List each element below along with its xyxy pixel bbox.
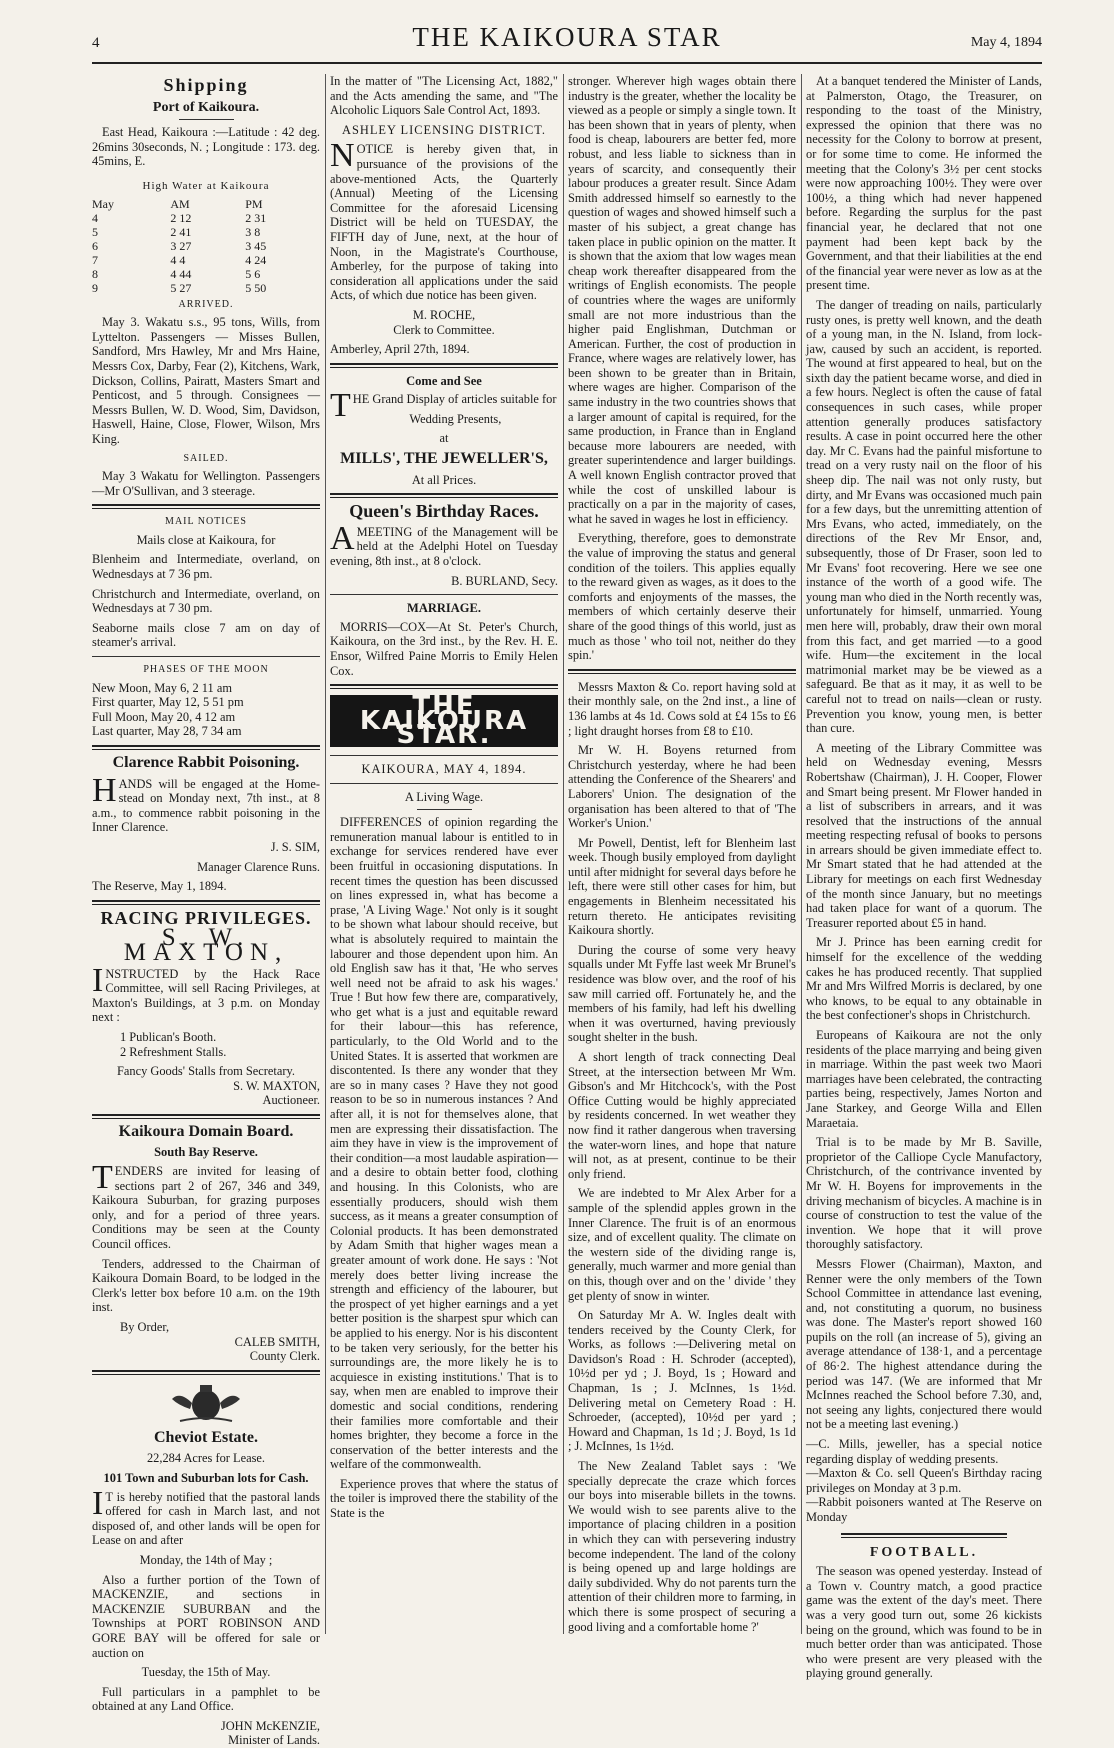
arrived-text: May 3. Wakatu s.s., 95 tons, Wills, from Lyttelton. Passengers — Misses Bullen, Sandford, Mrs Hawley, Mr and Mrs Haine, Messrs Cox, Darby, Fear (2), Kitchens, Wark, Dickson, Collins, Pairatt, Masters Smart and Penticost, and 5 through. Consignees — Messrs Bullen, W. D. Wood, Sim, Davidson, Haswell, Haine, Close, Flower, Wilson, Mrs King. [92,315,320,446]
tide-row [92,253,320,267]
port-heading: Port of Kaikoura. [152,99,260,115]
licensing-text: NOTICE is hereby given that, in pursuance of the provisions of the above-mentioned Acts, the Quarterly (Annual) Meeting of the Licensing Committee for the aforesaid Licensing District will be held on TUESDAY, the FIFTH day of June, next, at the hour of Noon, in the Magistrate's Courthouse, Amberley, for the purpose of taking into consideration all applications under the said Acts, of which due notice has been given. [330,137,558,303]
column-3 [568,74,796,1634]
news-item: Messrs Flower (Chairman), Maxton, and Renner were the only members of the Town School Committee in attendance last evening, and, not constituting a quorum, no business was done. The Master's report showed 160 pupils on the roll (an increase of 5), giving an average attendance of 138·1, and a percentage of 86·2. The highest attendance during the period was 147. (We are informed that Mr McInnes reached the School before 7.30, and, not seeing any lights, conjectured there would not be a meeting last evening.) [806,1256,1042,1432]
rabbit-signature-title: Manager Clarence Runs. [197,859,320,874]
licensing-signature-title: Clerk to Committee. [393,322,495,337]
tide-am: 3 27 [170,238,192,253]
racing-fancy: Fancy Goods' Stalls from Secretary. [117,1064,295,1079]
domain-order: By Order, [120,1320,170,1334]
queens-heading: Queen's Birthday Races. [349,501,539,522]
masthead [92,22,1042,64]
tide-row [92,225,320,239]
football-text: The season was opened yesterday. Instead of a Town v. Country match, a good practice game was the extent of the day's meet. There was a very good turn out, some 26 kickists being on the ground, which was found to be in much better order than was anticipated. Those who were present are very pleased with the playing ground generally. [806,1564,1042,1681]
divider [330,684,558,689]
editorial-continued: Everything, therefore, goes to demonstrate the value of improving the status and general condition of the toilers. This applies equally to the reward given as wages, as it does to the comforts and enjoyments of the masses, the members of which certainly deserve their share of the good things of this world, just as much as those ' who toil not, neither do they spin.' [568,531,796,663]
page-number: 4 [92,35,100,51]
divider [330,594,558,595]
divider [92,656,320,657]
queens-text: AMEETING of the Management will be held at the Adelphi Hotel on Tuesday evening, 8th inst., at 8 o'clock. [330,519,558,569]
domain-signature: CALEB SMITH, [234,1334,320,1349]
news-item: A short length of track connecting Deal Street, at the intersection between Mr Wm. Gibson's and Mr Hitchcock's, with the Post Office Cutting would be highly appreciated by residents concerned. In wet weather they now find it rather dangerous when traversing the water-worn lines, and hope that nature will not, as at present, continue to be their only friend. [568,1050,796,1181]
column-1 [92,74,320,1748]
sailed-label: SAILED. [183,452,229,464]
news-item: Mr J. Prince has been earning credit for himself for the excellence of the wedding cakes he has produced recently. That supplied Mr and Mrs Wilfred Morris is declared, by one who knows, to be equal to any obtainable in the best confectioner's shops in Christchurch. [806,935,1042,1023]
port-location: East Head, Kaikoura :—Latitude : 42 deg. 26mins 30seconds, N. ; Longitude : 173. deg. 45mins, E. [92,125,320,169]
tide-pm: 3 45 [245,238,267,253]
moon-phase: New Moon, May 6, 2 11 am [92,680,232,695]
tide-day: 8 [92,266,98,281]
tide-day: 4 [92,210,98,225]
tide-row [92,281,320,295]
editorial-continued: stronger. Wherever high wages obtain there industry is the greater, whether the locality be viewed as a people or simply a single town. It has been shown that in years of plenty, when food is cheap, labourers are better fed, more robust, and less liable to sickness than in years of scarcity, and consequently their labour produces a greater result. Since Adam Smith addressed himself so earnestly to the question of wages and showed himself such a master of his subject, a great change has taken place in public opinion on the matter. It is shown that the axiom that low wages mean cheap work thereafter disappeared from the writings of English economists. The people of countries where the wages are uniformly small are not more industrious than the higher paid Englishman, Dutchman or American. Further, the cost of production in France, where wages are relatively lower, has been shown to be greater than in Britain, where wages are higher. Comparison of the same industry in the two countries shows that a larger amount of capital is required, for the same production, in France than in England because more labourers are needed, with greater superintendence and larger buildings. A well known English contractor proved that while the cost of unskilled labour is practically on a par in the majority of cases, what he saved in wages he lost in efficiency. [568,74,796,526]
moon-phase: Full Moon, May 20, 4 12 am [92,709,236,724]
coat-of-arms-icon [166,1381,246,1425]
news-brief: —Rabbit poisoners wanted at The Reserve on Monday [806,1495,1042,1524]
mills-at: at [439,431,449,446]
tide-pm: 2 31 [245,210,267,225]
column-rule [563,74,564,1634]
news-item: The danger of treading on nails, particularly rusty ones, is pretty well known, and the death of a young man, in the N. Island, from lock-jaw, caused by such an accident, is reported. The wound at first appeared to heal, but on the sixth day the patient became worse, and died in a few hours. Neglect is often the cause of fatal consequences in such cases, while proper attention generally produces satisfactory results. A case in point occurred here the other day. Mr C. Evans had the painful misfortune to tread on a very rusty nail on the floor of his sheep dip. The nail was not only rusty, but dirty, and Mr Evans was occasioned much pain for a few days, but the unremitting attention of Mrs Evans, who acted, immediately, on the directions of the Rev Mr Ensor, and, subsequently, those of Dr Fraser, soon led to Mr Evans' foot recovering. Here we see one instance of the worth of a good wife. The young man who died in the North recently was, unfortunately for himself, unmarried. Young men here will, probably, draw their own moral from this fact, and get married —to a good wife. Hum—the excitement in the local matrimonial market may be be viewed as a safeguard. Be that as it may, it as well to be careful not to tread on nails—clean or rusty. Prevention you know, young men, is better than cure. [806,297,1042,736]
logo-text: THE KAIKOURA STAR. [330,695,558,747]
moon-phase: First quarter, May 12, 5 51 pm [92,695,244,710]
racing-item: 2 Refreshment Stalls. [120,1044,227,1059]
domain-text: Tenders, addressed to the Chairman of Kaikoura Domain Board, to be lodged in the Clerk's letter box before 10 a.m. on the 19th inst. [92,1256,320,1315]
maxton-heading: S. W. MAXTON, [123,924,289,966]
news-brief: —Maxton & Co. sell Queen's Birthday racing privileges on Monday at 3 p.m. [806,1466,1042,1495]
column-rule [325,74,326,1634]
racing-heading: RACING PRIVILEGES. [100,907,312,928]
racing-signature-title: Auctioneer. [262,1093,320,1108]
news-item: Trial is to be made by Mr B. Saville, proprietor of the Calliope Cycle Manufactory, Christchurch, of the contrivance invented by Mr W. H. Boyens for improvements in the driving mechanism of bicycles. A machine is in course of construction to test the value of the invention. We hope that it will prove thoroughly satisfactory. [806,1135,1042,1252]
tide-table [92,197,320,295]
cheviot-signature-title: Minister of Lands. [228,1733,320,1748]
sailed-text: May 3 Wakatu for Wellington. Passengers—Mr O'Sullivan, and 3 steerage. [92,469,320,498]
cheviot-signature: JOHN McKENZIE, [220,1718,320,1733]
tide-row [92,267,320,281]
divider [92,1370,320,1375]
mills-come: Come and See [406,373,482,388]
marriage-text: MORRIS—COX—At St. Peter's Church, Kaikoura, on the 3rd inst., by the Rev. H. E. Ensor, Wilfred Paine Morris to Emily Helen Cox. [330,619,558,678]
news-item: On Saturday Mr A. W. Ingles dealt with tenders received by the County Clerk, for Works, as follows :—Delivering metal on Davidson's Road : H. Schroder (accepted), 10½d per yd ; J. Boyd, 1s ; Howard and Chapman, 1s ; J. McInnes, 1s 1½d. Delivering metal on Cemetery Road : H. Schroeder, (accepted), 10½d per yard ; Howard and Chapman, 1s 1d ; J. Boyd, 1s 1d ; J. McInnes, 1s 1½d. [568,1308,796,1454]
shipping-heading: Shipping [163,75,249,95]
tide-pm: 4 24 [245,252,267,267]
mills-text: THE Grand Display of articles suitable for [330,387,557,425]
news-item: A meeting of the Library Committee was held on Wednesday evening, Messrs Robertshaw (Chairman), J. H. Cooper, Flower and Smart being present. Mr Flower handed in a list of subscribers in arrears, and it was resolved that the instructions of the annual meeting respecting refusal of books to persons in arrears should be given immediate effect to. Mr Smart stated that he had attended at the Library for meetings on each first Wednesday of the month since January, but no meetings had taken place for want of a quorum. The Treasurer reported about £5 in hand. [806,740,1042,930]
cheviot-text: Full particulars in a pamphlet to be obtained at any Land Office. [92,1684,320,1714]
editorial-logo [330,691,558,751]
editorial-heading: A Living Wage. [404,789,484,804]
queens-signature: B. BURLAND, Secy. [451,573,558,588]
tide-am: 4 4 [170,252,186,267]
domain-text: TENDERS are invited for leasing of sections part 2 of 267, 346 and 349, Kaikoura Suburban, for grazing purposes only, and for a period of three years. Conditions may be seen at the County Council offices. [92,1159,320,1252]
tide-pm: 5 50 [245,280,267,295]
racing-signature: S. W. MAXTON, [233,1078,320,1093]
tide-am: 2 12 [170,210,192,225]
news-brief: —C. Mills, jeweller, has a special notice regarding display of wedding presents. [806,1437,1042,1466]
rabbit-date: The Reserve, May 1, 1894. [92,879,227,894]
tide-header-row [92,197,320,211]
tide-am: 4 44 [170,266,192,281]
editorial-paragraph: DIFFERENCES of opinion regarding the remuneration manual labour is entitled to in exchange for services rendered have ever been fruitful in occasioning disputations. In recent times the question has been discussed on lines expressed in, what has become a prase, 'A Living Wage.' Not only is it sought to be shown what labour should receive, but what is absolutely required to maintain the labourer and those dependent upon him. An old English saw has it that, 'He who serves well need not be afraid to ask his wages.' True ! But how few there are, comparatively, who get what is a just and equitable reward for their labour—this has reference, particularly, to the Old World and to the United States. It is asserted that workmen are discontented. Is there any wonder that they are so in many cases ? Have they not good reason to be so in numerous instances ? And after all, it is not for themselves alone, that men are expressing their dissatisfaction. The aim they have in view is the improvement of their condition—a most laudable aspiration—and a desire to obtain better food, clothing and housing. In this Colonists, who are essentially producers, should wish them success, as it means a greater consumption of Colonial products. It has been demonstrated by Adam Smith that higher wages mean a greater amount of work done. He says : 'Not merely does better living increase the strength and efficiency of the labourer, but the prospect of yet higher earnings and a yet better position is the sharpest spur which can be applied to his energy. Nor is his discontent to be taken very seriously, for the better his surroundings are, the more likely he is to acquiesce in existing institutions.' That is to say, when men are enabled to improve their domestic and social conditions, rendering their families more comfortable and their homes brighter, they become a force in the conservation of the better interests and the welfare of the commonwealth. [330,815,558,1472]
moon-label: PHASES OF THE MOON [143,664,269,676]
divider [92,1114,320,1119]
mills-wedding: Wedding Presents, [409,411,502,426]
marriage-heading: MARRIAGE. [407,601,481,616]
cheviot-heading: Cheviot Estate. [154,1428,258,1446]
tide-row [92,239,320,253]
divider [417,809,472,810]
tide-pm: 5 6 [245,266,261,281]
cheviot-subheading-2: 101 Town and Suburban lots for Cash. [103,1470,309,1485]
cheviot-subheading: 22,284 Acres for Lease. [146,1451,265,1466]
divider [92,745,320,750]
mail-line: Christchurch and Intermediate, overland, on Wednesdays at 7 30 pm. [92,586,320,616]
tide-day: 7 [92,252,98,267]
news-item: Mr Powell, Dentist, left for Blenheim last week. Though busily employed from daylight until after midnight for several days before he left, there were still other cases for him, but engagements in Blenheim necessitated his return thereto. He anticipates revisiting Kaikoura shortly. [568,835,796,938]
divider [568,669,796,674]
divider [330,363,558,368]
tide-day: 9 [92,280,98,295]
editorial-paragraph: Experience proves that where the status of the toiler is improved there the stability of the State is the [330,1476,558,1521]
divider [92,504,320,509]
mail-label: MAIL NOTICES [165,516,247,528]
mills-name: MILLS', THE JEWELLER'S, [340,450,548,468]
divider [330,493,558,498]
rabbit-signature: J. S. SIM, [270,839,320,854]
divider [179,119,234,120]
tide-am: 2 41 [170,224,192,239]
mail-line: Blenheim and Intermediate, overland, on Wednesdays at 7 36 pm. [92,552,320,582]
domain-heading: Kaikoura Domain Board. [118,1122,294,1140]
newspaper-title: THE KAIKOURA STAR [412,22,722,52]
mills-prices: At all Prices. [411,472,477,487]
licensing-heading: ASHLEY LICENSING DISTRICT. [342,122,546,137]
cheviot-text: IT is hereby notified that the pastoral lands offered for cash in March last, and not disposed of, and other lands will be open for Lease on and after [92,1484,320,1548]
news-item: Messrs Maxton & Co. report having sold at their monthly sale, on the 2nd inst., a line of 136 lambs at 4s 1d. Cows sold at £4 15s to £6 ; light draught horses from £8 to £10. [568,679,796,738]
domain-subheading: South Bay Reserve. [154,1145,258,1160]
licensing-intro: In the matter of "The Licensing Act, 1882," and the Acts amending the same, and "The Alcoholic Liquors Sale Control Act, 1893. [330,74,558,118]
column-rule [801,74,802,1634]
domain-signature-title: County Clerk. [249,1349,320,1364]
divider [330,755,558,756]
moon-phase: Last quarter, May 28, 7 34 am [92,724,242,739]
news-item: We are indebted to Mr Alex Arber for a sample of the splendid apples grown in the Inner Clarence. The fruit is of an enormous size, and of excellent quality. The climate on the western side of the dividing range is, generally, much warmer and more genial than on this, though over and on the ' divide ' they get plenty of snow in winter. [568,1186,796,1303]
tide-col-am: AM [170,196,190,211]
cheviot-text: Also a further portion of the Town of MACKENZIE, and sections in MACKENZIE SUBURBAN and the Townships at PORT ROBINSON AND GORE BAY will be offered for sale or auction on [92,1572,320,1660]
arrived-label: ARRIVED. [178,298,234,310]
licensing-signature: M. ROCHE, [412,307,476,322]
tide-day: 6 [92,238,98,253]
column-4 [806,74,1042,1681]
rabbit-text: HANDS will be engaged at the Home-stead on Monday next, 7th inst., at 8 a.m., to commence rabbit poisoning in the Inner Clarence. [92,771,320,835]
cheviot-monday: Monday, the 14th of May ; [139,1552,273,1567]
divider [92,900,320,905]
licensing-date: Amberley, April 27th, 1894. [330,342,470,357]
tide-day: 5 [92,224,98,239]
tide-pm: 3 8 [245,224,261,239]
racing-item: 1 Publican's Booth. [120,1029,217,1044]
news-item: At a banquet tendered the Minister of Lands, at Palmerston, Otago, the Treasurer, on responding to the toast of the Ministry, expressed the opinion that there was no necessity for the Colony to borrow at present, or for some time to come. He informed the meeting that the Colony's 3½ per cent stocks were now approaching 100½. They were over 100½, a thing which had never happened before. Regarding the surplus for the past financial year, he declared that not one payment had been kept back by the Government, and that their liabilities at the end of the financial year were never as low as at the present time. [806,74,1042,293]
racing-text: INSTRUCTED by the Hack Race Committee, will sell Racing Privileges, at Maxton's Buildings, at 3 p.m. on Monday next : [92,961,320,1025]
column-2 [330,74,558,1634]
tide-col-pm: PM [245,196,263,211]
tide-row [92,211,320,225]
issue-date: May 4, 1894 [970,35,1042,50]
rabbit-heading: Clarence Rabbit Poisoning. [112,754,300,771]
mail-line: Seaborne mails close 7 am on day of steamer's arrival. [92,620,320,650]
news-item: During the course of some very heavy squalls under Mt Fyffe last week Mr Brunel's residence was blow over, and the roof of his saw mill carried off. Fortunately he, and the members of his family, had left his dwelling when it was overturned, having previously sought shelter in the bush. [568,942,796,1045]
editorial-dateline: KAIKOURA, MAY 4, 1894. [361,761,527,776]
cheviot-tuesday: Tuesday, the 15th of May. [141,1665,271,1680]
news-item: Mr W. H. Boyens returned from Christchurch yesterday, where he had been attending the Conference of the Shearers' and Laborers' Union. The designation of the organisation has been altered to that of 'The Worker's Union.' [568,743,796,831]
tide-heading: High Water at Kaikoura [142,179,270,192]
tide-am: 5 27 [170,280,192,295]
news-item: The New Zealand Tablet says : 'We specially deprecate the craze which forces our boys into miserable billets in the towns. We would wish to see parents alive to the importance of placing children in a position in which they can with persevering industry become independent. The land of the colony is being opened up and large holdings are daily subdivided. Why do not parents turn the attention of their children more to farming, in which there is some prospect of securing a good living and a comfortable home ?' [568,1459,796,1634]
divider [330,783,558,784]
tide-col-month: May [92,196,114,211]
mail-line: Mails close at Kaikoura, for [136,532,276,547]
news-item: Europeans of Kaikoura are not the only residents of the place marrying and being given in marriage. Within the past week two Maori marriages have been celebrated, the contracting parties being, respectively, James Norton and Jane Starkey, and George Willa and Ellen Maraetaia. [806,1028,1042,1130]
divider [841,1533,1006,1538]
football-heading: FOOTBALL. [869,1544,979,1560]
